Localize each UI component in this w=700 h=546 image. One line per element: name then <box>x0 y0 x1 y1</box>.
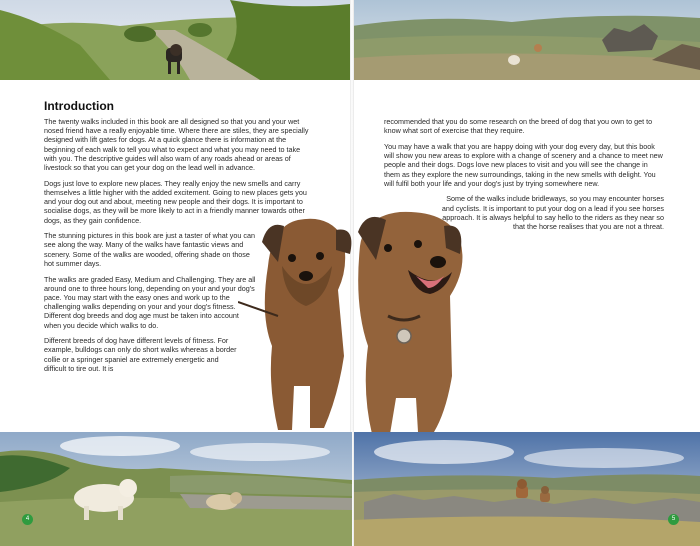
paragraph: You may have a walk that you are happy doing with your dog every day, but this book will show you new areas to explore with a change of scenery and a chance to meet new people and their dogs. Dogs love new places to visit and you will see the change in them as they explore the new surroundings, taking in the new smells with delight. You will fulfil both your life and your dog's just by trying somewhere new. <box>384 141 663 188</box>
paragraph: The twenty walks included in this book are all designed so that you and your wet nosed friend have a really enjoyable time. Where there are stiles, they are specially designed with lift gates for dogs. At a quick glance there is information at the beginning of each walk to tell you what to expect and what you may need to take with you. The descriptive guides will also warn of any roads ahead or areas of livestock so that you can get your dog on the lead well in advance. <box>44 117 309 173</box>
page-number-right: 5 <box>668 514 679 525</box>
photo-hillside-white-dog <box>0 432 352 546</box>
photo-moorland-dogs <box>352 0 700 80</box>
border-terriers-photo <box>238 206 480 441</box>
paragraph: recommended that you do some research on the breed of dog that you own to get to know what sort of exercise that they require. <box>384 117 653 136</box>
paragraph: The walks are graded Easy, Medium and Challenging. They are all around one to three hours long, depending on your and your dog's pace. You may start with the easy ones and work up to the challenging walks depending on your and your dog's fitness. Different dog breeds and dog age must be taken into account when you decide which walks to do. <box>44 274 256 330</box>
paragraph: Some of the walks include bridleways, so you may encounter horses and cyclists. It is important to put your dog on a lead if you see horses approach. It is always helpful to say hello to the riders as they near so that the horse realises that you are not a threat. <box>441 194 664 232</box>
page-number-left: 4 <box>22 514 33 525</box>
photo-stone-wall-dogs <box>354 432 700 546</box>
paragraph: Different breeds of dog have different levels of fitness. For example, bulldogs can only do short walks whereas a border collie or a springer spaniel are extremely energetic and difficult to tire out. It is <box>44 336 237 373</box>
photo-valley-path-dog <box>0 0 350 80</box>
paragraph: The stunning pictures in this book are just a taster of what you can see along the way. Many of the walks have fantastic views and scenery. Some of the walks are wooded, offering shade on those hot summer days. <box>44 231 255 268</box>
paragraph: Dogs just love to explore new places. They really enjoy the new smells and carry themselves a little higher with the added excitement. Going to new places gets you and your dog out and about, meeting new people and their dogs. It is important to socialise dogs, as they will be more likely to act in a friendly manner towards other dogs, as they gain confidence. <box>44 178 307 225</box>
page-title: Introduction <box>44 99 114 113</box>
